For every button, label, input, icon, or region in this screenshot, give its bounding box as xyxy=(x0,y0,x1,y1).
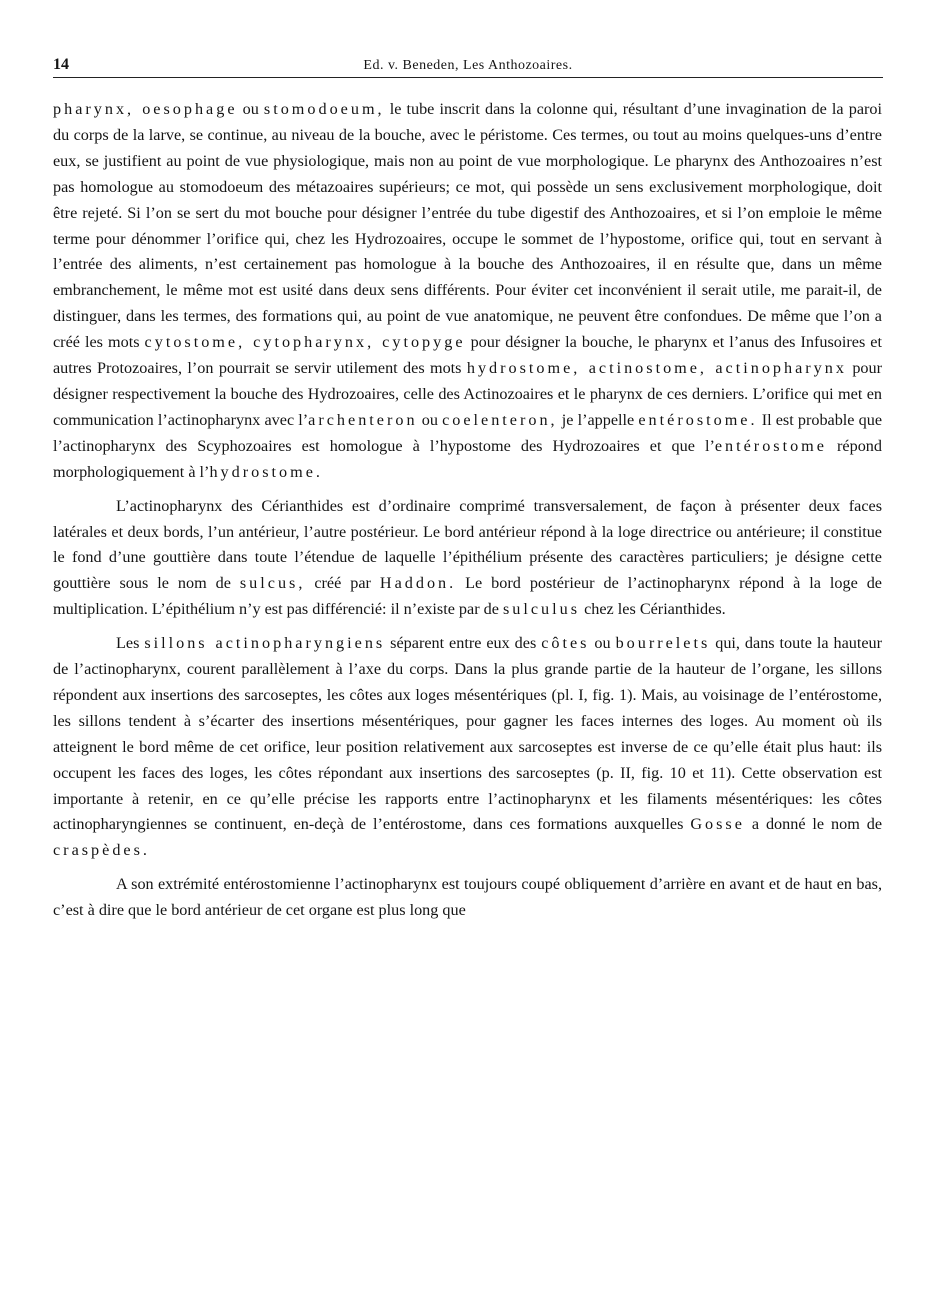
spaced-term: entérostome xyxy=(714,436,827,455)
spaced-term: entérostome. xyxy=(638,410,758,429)
spaced-term: hydrostome, actinostome, actinopharynx xyxy=(466,359,847,378)
spaced-term: Gosse xyxy=(690,815,745,834)
page-number: 14 xyxy=(53,56,69,73)
spaced-term: Haddon. xyxy=(379,574,457,593)
spaced-term: sulcus, xyxy=(239,574,306,593)
spaced-term: coelenteron, xyxy=(442,410,558,429)
spaced-term: bourrelets xyxy=(615,634,711,653)
text-run: Le bord postérieur de l’actinopharynx répond à la loge de multiplication. L’épithélium n’y est pas différencié: il n’existe par de xyxy=(53,574,882,619)
spaced-term: craspèdes. xyxy=(53,841,150,860)
paragraph xyxy=(53,97,882,486)
spaced-term: pharynx, oesophage xyxy=(53,100,238,118)
text-run: L’actinopharynx des Cérianthides est d’ordinaire comprimé transversalement, de façon à présenter deux faces latérales et deux bords, l’un antérieur, l’autre postérieur. Le bord antérieur répond à la loge directrice ou antérieure; il constitue le fond d’une gouttière dans toute l’étendue de laquelle l’épithélium présente des caractères particuliers; je désigne cette gouttière sous le nom de xyxy=(53,496,882,593)
text-run: A son extrémité entérostomienne l’actinopharynx est toujours coupé obliquement d’arrière en avant et de haut en bas, c’est à dire que le bord antérieur de cet organe est plus long que xyxy=(53,875,882,920)
paragraph xyxy=(53,631,882,864)
text-run: créé par xyxy=(305,574,380,593)
paragraph xyxy=(53,872,882,924)
running-head: Ed. v. Beneden, Les Anthozoaires. xyxy=(363,58,573,73)
text-run: chez les Cérianthides. xyxy=(580,600,726,619)
spaced-term: côtes xyxy=(541,634,590,653)
text-run: le tube inscrit dans la colonne qui, résultant d’une invagination de la paroi du corps de la larve, se continue, au niveau de la bouche, avec le péristome. Ces termes, ou tout au moins quelques-uns d’entre eux, se justifient au point de vue physiologique, mais non au point de vue morphologique. Le pharynx des Anthozoaires n’est pas homologue au stomodoeum des métazoaires supérieurs; ce mot, qui possède un sens exclusivement morphologique, doit être rejeté. Si l’on se sert du mot bouche pour désigner l’entrée du tube digestif des Anthozoaires, et si l’on emploie le même terme pour dénommer l’orifice qui, chez les Hydrozoaires, occupe le sommet de l’hypostome, orifice qui, tout en servant à l’entrée des aliments, n’est certainement pas homologue à la bouche des Anthozoaires, il en résulte que, dans un même embranchement, le même mot est usité dans deux sens différents. Pour éviter cet inconvénient il serait utile, me parait-il, de distinguer, dans les termes, des formations qui, au point de vue anatomique, ne peuvent être confondues. De même que l’on a créé les mots xyxy=(53,100,882,352)
spaced-term: cytostome, cytopharynx, cytopyge xyxy=(144,333,466,352)
spaced-term: archenteron xyxy=(308,410,418,429)
spaced-term: sulculus xyxy=(502,600,581,619)
text-run: ou xyxy=(589,634,616,653)
text-run: ou xyxy=(237,100,264,118)
text-run: qui, dans toute la hauteur de l’actinopharynx, courent parallèlement à l’axe du corps. Dans la plus grande partie de la hauteur de l’organe, les sillons répondent aux insertions des sarcoseptes, les côtes aux loges mésentériques (pl. I, fig. 1). Mais, au voisinage de l’entérostome, les sillons tendent à s’écarter des insertions mésentériques, pour gagner les faces internes des loges. Au moment où ils atteignent le bord même de cet orifice, leur position relativement aux sarcoseptes est inverse de ce qu’elle était plus haut: ils occupent les faces des loges, les côtes répondant aux insertions des sarcoseptes (p. II, fig. 10 et 11). Cette observation est importante à retenir, en ce qu’elle précise les rapports entre l’actinopharynx et les filaments mésentériques: les côtes actinopharyngiennes se continuent, en-deçà de l’entérostome, dans ces formations auxquelles xyxy=(53,634,883,834)
spaced-term: stomodoeum, xyxy=(263,100,385,118)
text-run: je l’appelle xyxy=(557,410,639,429)
text-run: pour désigner la bouche, le pharynx et l’anus des Infusoires et autres Protozoaires, l’on pourrait se servir utilement des mots xyxy=(53,333,882,378)
text-run: répond morphologiquement à l’ xyxy=(53,436,882,481)
text-run: ou xyxy=(417,410,443,429)
text-run: a donné le nom de xyxy=(744,815,882,834)
spaced-term: sillons actinopharyngiens xyxy=(144,634,386,653)
body-text xyxy=(53,97,882,924)
paragraph xyxy=(53,494,882,624)
header-rule xyxy=(53,77,883,78)
text-run: séparent entre eux des xyxy=(385,634,542,653)
spaced-term: hydrostome. xyxy=(209,462,323,481)
text-run: pour désigner respectivement la bouche des Hydrozoaires, celle des Actinozoaires et le pharynx de ces derniers. L’orifice qui met en communication l’actinopharynx avec l’ xyxy=(53,359,883,429)
text-run: Les xyxy=(116,634,145,653)
text-run: Il est probable que l’actinopharynx des Scyphozoaires est homologue à l’hypostome des Hydrozoaires et que l’ xyxy=(53,410,883,455)
